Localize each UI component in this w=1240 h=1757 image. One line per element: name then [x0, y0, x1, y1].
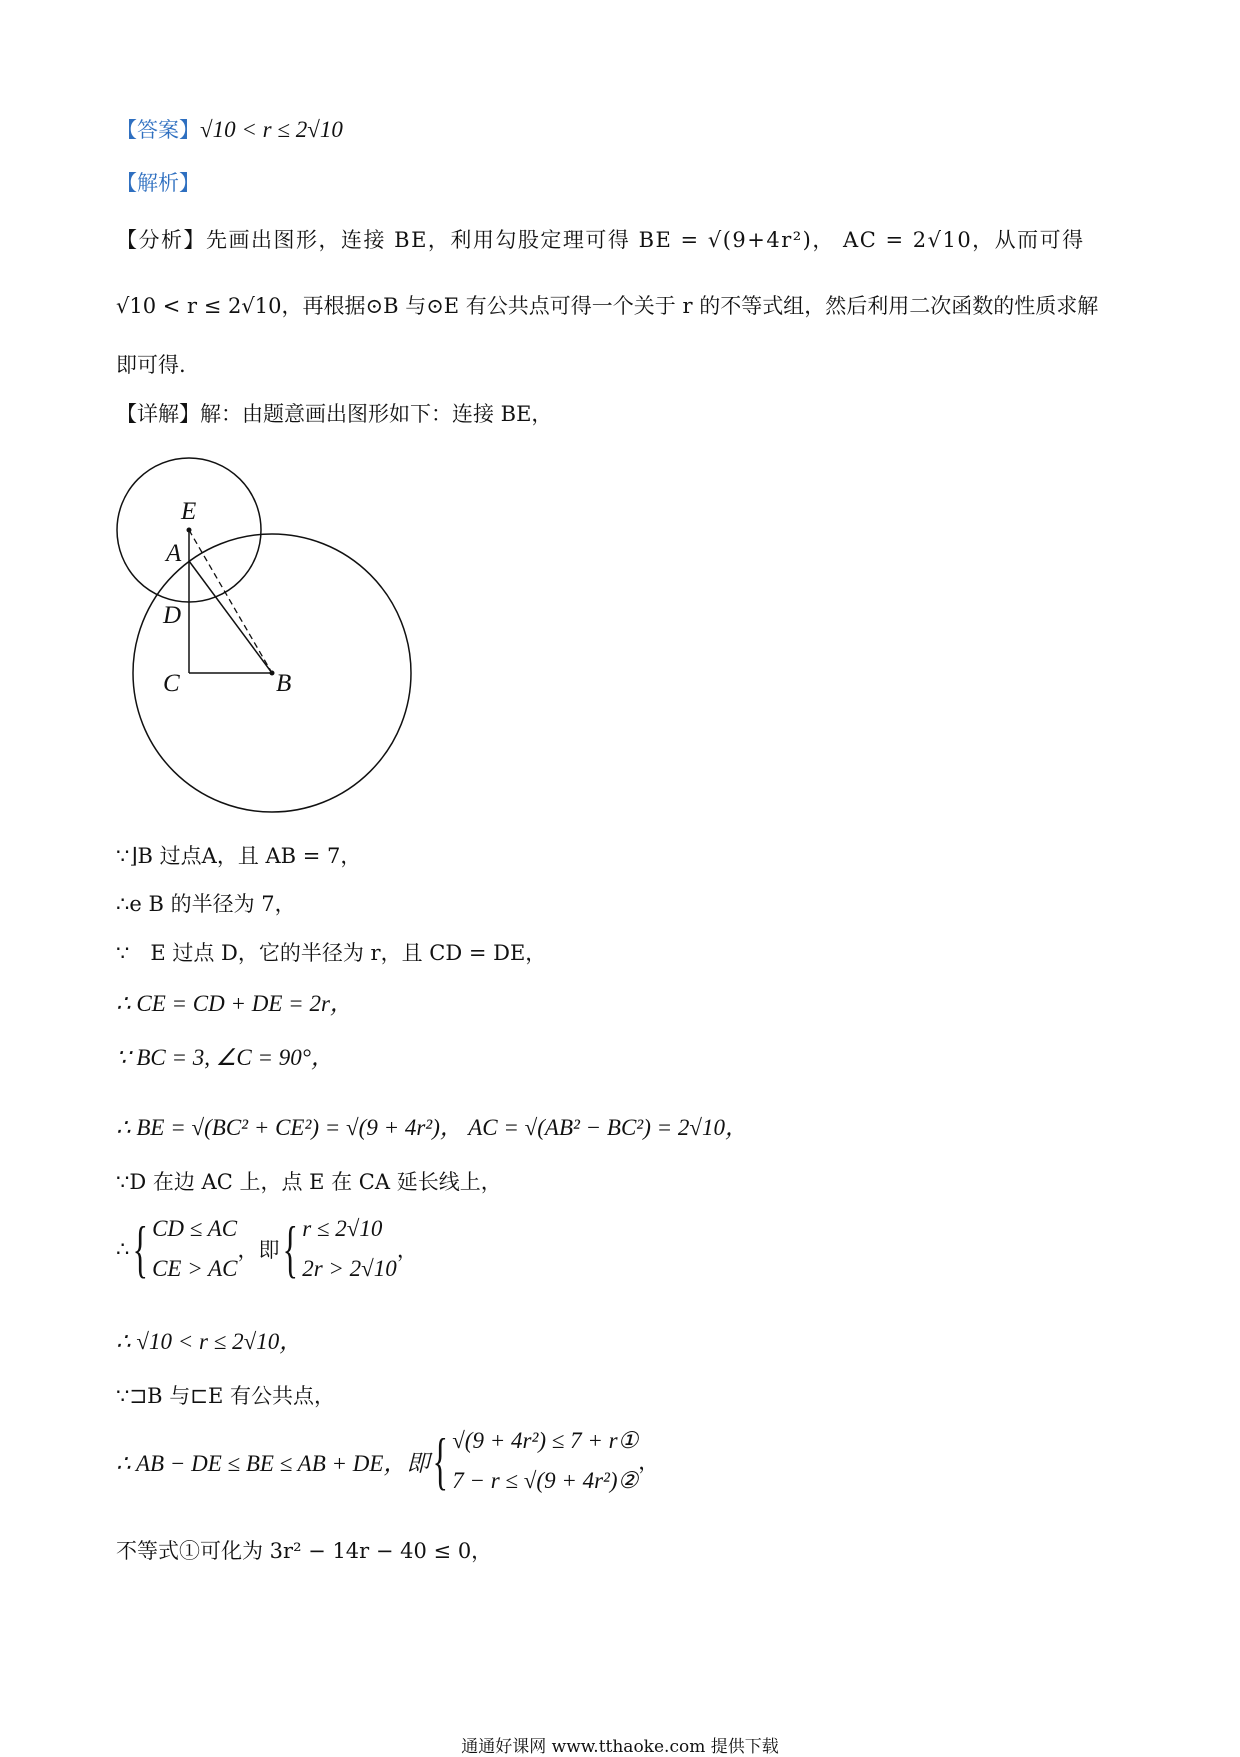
system1-a1: CD ≤ AC [152, 1216, 238, 1241]
point-e [187, 528, 192, 533]
system2-c1: √(9 + 4r²) ≤ 7 + r① [452, 1428, 639, 1453]
segment-ab [189, 561, 272, 673]
answer-value: √10 < r ≤ 2√10 [200, 117, 343, 142]
system1-mid: ，即 [237, 1238, 280, 1262]
inequality-system-2 [116, 1424, 659, 1498]
label-b: B [276, 670, 292, 697]
therefore-symbol: ∴ [116, 1237, 130, 1261]
step-line: ∵D 在边 AC 上，点 E 在 CA 延长线上， [116, 1170, 502, 1194]
system2-suffix: ， [638, 1450, 660, 1474]
xiangjie-label: 【详解】 [116, 402, 200, 426]
fenxi-label: 【分析】 [116, 228, 206, 252]
step-range: ∴ √10 < r ≤ 2√10， [116, 1329, 303, 1354]
system1-suffix: ， [396, 1238, 418, 1262]
label-e: E [181, 498, 197, 525]
left-brace: { [433, 1425, 449, 1496]
step-last: 不等式①可化为 3r² − 14r − 40 ≤ 0， [116, 1539, 493, 1563]
point-b [270, 671, 275, 676]
system2-c2: 7 − r ≤ √(9 + 4r²)② [452, 1468, 639, 1493]
step-line: ∵⌋B 过点A，且 AB = 7， [116, 844, 362, 868]
footer-text: 通通好课网 www.tthaoke.com 提供下载 [461, 1737, 779, 1757]
inequality-system-1 [116, 1212, 418, 1286]
step-line: ∴ CE = CD + DE = 2r， [116, 991, 353, 1016]
xiangjie-text: 解：由题意画出图形如下：连接 BE， [200, 402, 553, 426]
system1-a2: CE > AC [152, 1256, 238, 1281]
step-common-point: ∵⊐B 与⊏E 有公共点， [116, 1384, 336, 1408]
step-line: ∴ BE = √(BC² + CE²) = √(9 + 4r²)， AC = √(AB² − BC²) = 2√10， [116, 1115, 748, 1140]
left-brace: { [133, 1213, 149, 1284]
fenxi-text-1: 先画出图形，连接 BE，利用勾股定理可得 BE = √(9+4r²)， AC = 2√10，从而可得 [206, 228, 1085, 252]
step-line: ∵ BC = 3, ∠C = 90°， [116, 1045, 334, 1070]
left-brace: { [283, 1213, 299, 1284]
label-d: D [163, 602, 182, 629]
system1-b2: 2r > 2√10 [302, 1256, 397, 1281]
step-line: ∵ E 过点 D，它的半径为 r，且 CD = DE， [116, 941, 547, 965]
fenxi-line-2: √10 < r ≤ 2√10，再根据⊙B 与⊙E 有公共点可得一个关于 r 的不等式组，然后利用二次函数的性质求解 [116, 294, 1099, 318]
analysis-label: 【解析】 [116, 171, 200, 195]
system1-b1: r ≤ 2√10 [302, 1216, 383, 1241]
label-c: C [163, 670, 180, 697]
label-a: A [166, 540, 182, 567]
fenxi-line-3: 即可得. [116, 353, 186, 377]
step-line: ∴e B 的半径为 7， [116, 892, 296, 916]
system2-prefix: ∴ AB − DE ≤ BE ≤ AB + DE，即 [116, 1450, 430, 1476]
answer-label: 【答案】 [116, 118, 200, 142]
